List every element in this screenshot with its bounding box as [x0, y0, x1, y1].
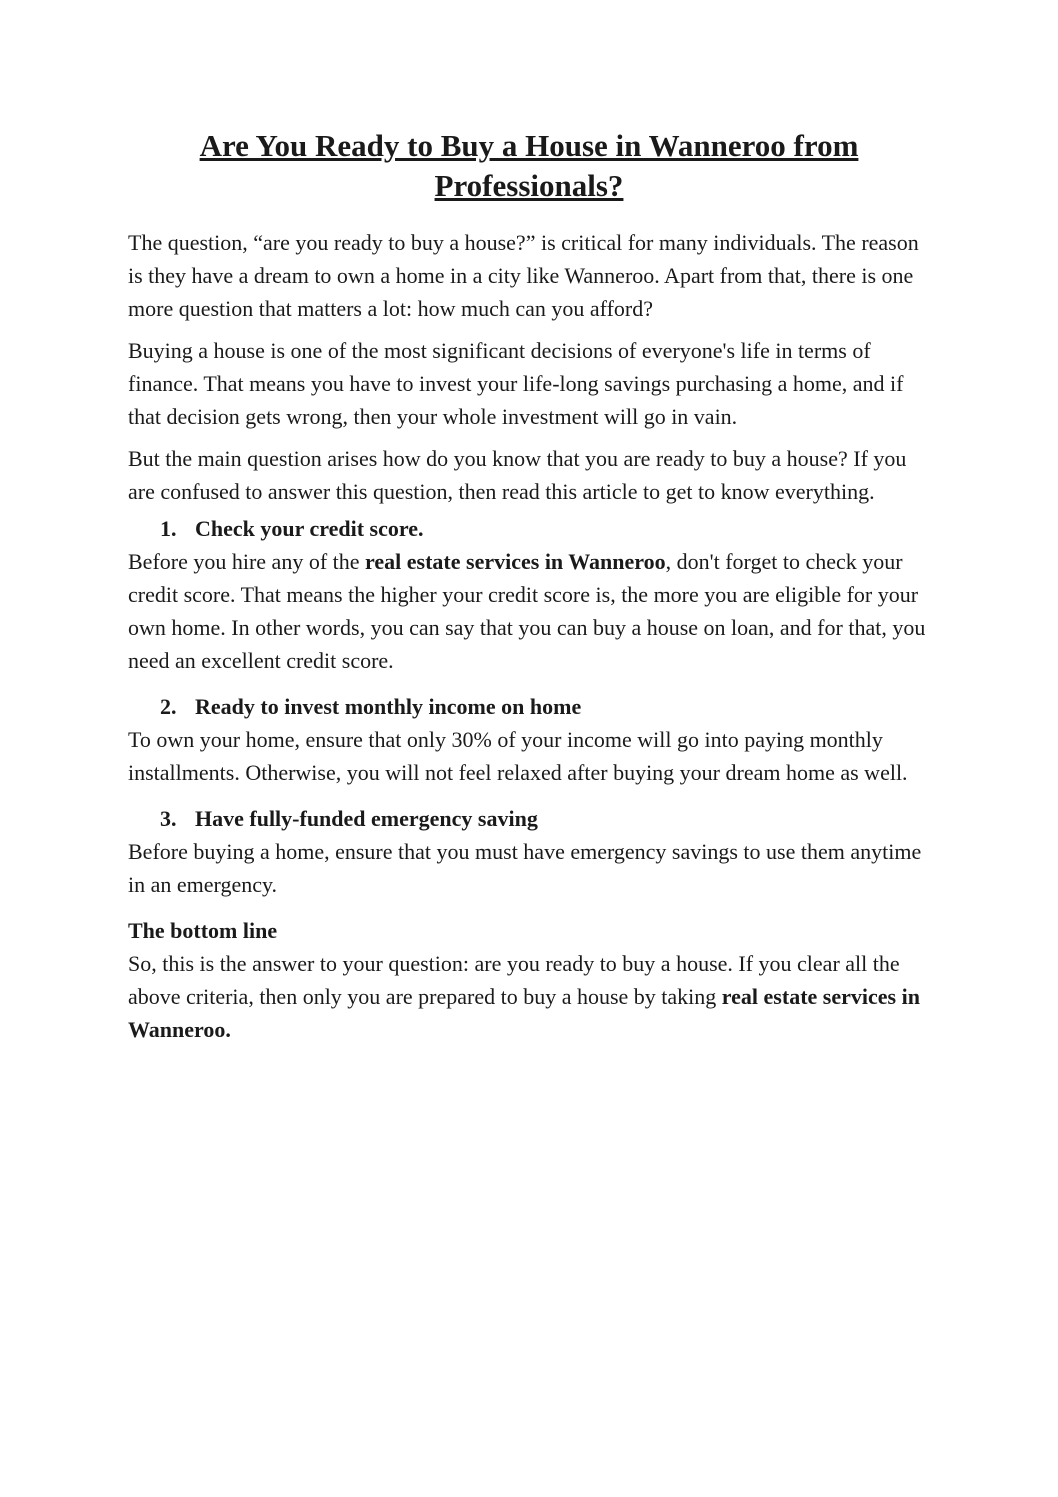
section-3-heading-text: Have fully-funded emergency saving [195, 806, 538, 831]
section-1-heading-text: Check your credit score. [195, 516, 424, 541]
conclusion-body: So, this is the answer to your question: are you ready to buy a house. If you clear all the above criteria, then only you are prepared to buy a house by taking real estate services in Wanneroo. [128, 951, 920, 1042]
section-credit-score [128, 512, 930, 677]
section-3-body: Before buying a home, ensure that you must have emergency savings to use them anytime in an emergency. [128, 839, 922, 897]
section-1-body: Before you hire any of the real estate services in Wanneroo, don't forget to check your credit score. That means the higher your credit score is, the more you are eligible for your own home. In other words, you can say that you can buy a house on loan, and for that, you need an excellent credit score. [128, 549, 926, 673]
section-2-number: 2. [160, 694, 177, 719]
page-title: Are You Ready to Buy a House in Wanneroo from Professionals? [199, 128, 859, 203]
section-3-number: 3. [160, 806, 177, 831]
intro-paragraph-3: But the main question arises how do you know that you are ready to buy a house? If you are confused to answer this question, then read this article to get to know everything. [128, 446, 907, 504]
section-2-heading-text: Ready to invest monthly income on home [195, 694, 582, 719]
section-3-heading [128, 802, 930, 835]
section-1-number: 1. [160, 516, 177, 541]
section-monthly-income [128, 690, 930, 789]
intro-paragraph-1: The question, “are you ready to buy a house?” is critical for many individuals. The reason is they have a dream to own a home in a city like Wanneroo. Apart from that, there is one more question that matters a lot: how much can you afford? [128, 230, 919, 321]
section-1-heading [128, 512, 930, 545]
intro-paragraph-2: Buying a house is one of the most significant decisions of everyone's life in terms of finance. That means you have to invest your life-long savings purchasing a home, and if that decision gets wrong, then your whole investment will go in vain. [128, 338, 904, 429]
section-2-body: To own your home, ensure that only 30% of your income will go into paying monthly installments. Otherwise, you will not feel relaxed after buying your dream home as well. [128, 727, 908, 785]
conclusion-heading: The bottom line [128, 918, 278, 943]
section-2-heading [128, 690, 930, 723]
section-emergency-saving [128, 802, 930, 901]
conclusion-section [128, 914, 930, 1046]
